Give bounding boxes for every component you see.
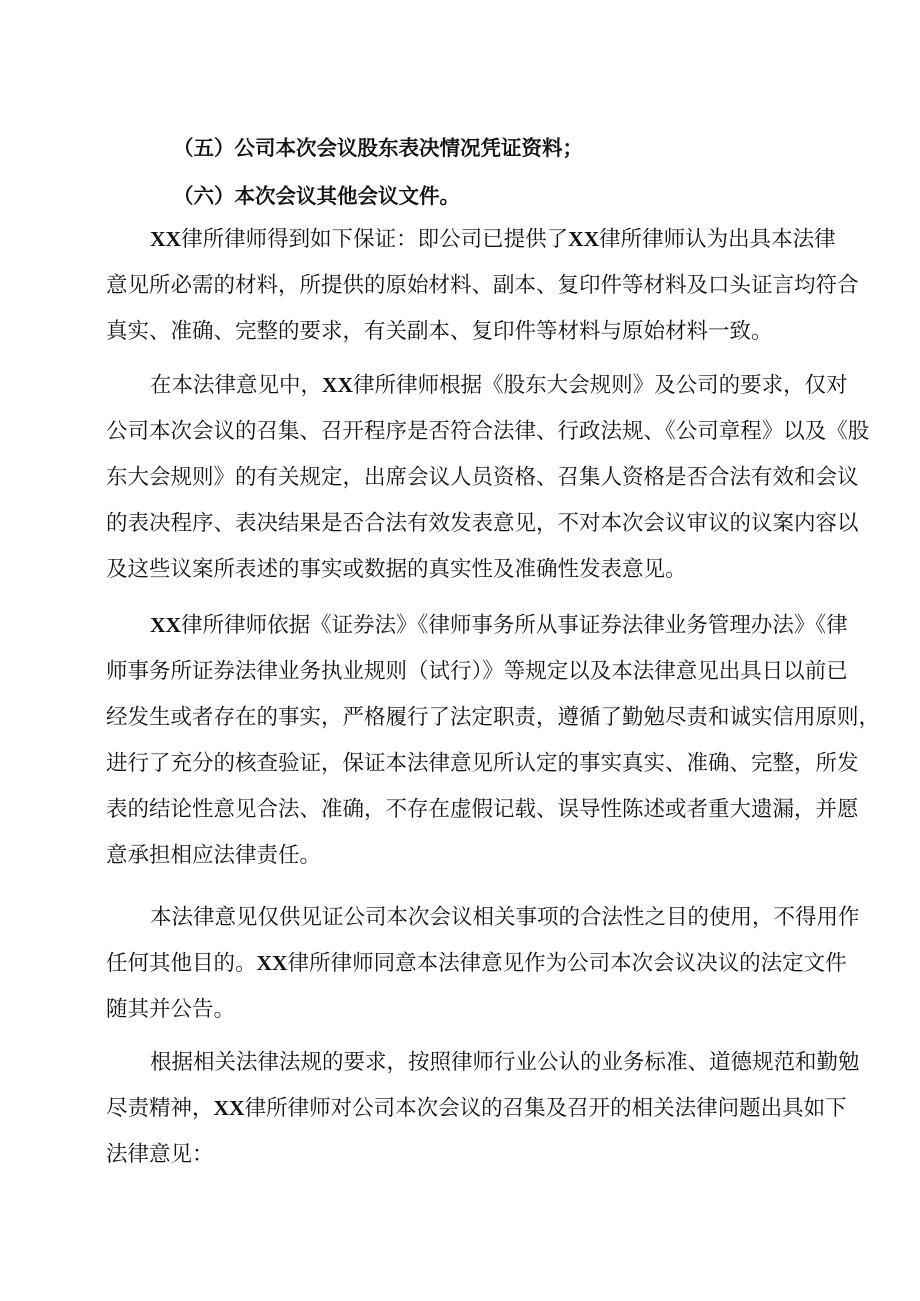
text-line: 公司本次会议的召集、召开程序是否符合法律、行政法规、《公司章程》以及《股 [106, 418, 870, 444]
firm-name: XX [213, 1095, 245, 1120]
text-line: 东大会规则》的有关规定，出席会议人员资格、召集人资格是否合法有效和会议 [106, 464, 859, 490]
firm-name: XX [322, 373, 354, 397]
paragraph-usage [106, 895, 860, 1033]
text-line: 本法律意见仅供见证公司本次会议相关事项的合法性之目的使用，不得用作 [150, 905, 860, 930]
text-line: 及这些议案所表述的事实或数据的真实性及准确性发表意见。 [106, 556, 687, 582]
firm-name: XX [568, 227, 600, 251]
text-line: 意承担相应法律责任。 [106, 842, 322, 868]
text-line: 尽责精神，XX律所律师对公司本次会议的召集及召开的相关法律问题出具如下 [106, 1095, 847, 1121]
text-line: 进行了充分的核查验证，保证本法律意见所认定的事实真实、准确、完整，所发 [106, 750, 859, 776]
text-line: 意见所必需的材料，所提供的原始材料、副本、复印件等材料及口头证言均符合 [106, 272, 859, 298]
text-line: XX律所律师依据《证券法》《律师事务所从事证券法律业务管理办法》《律 [150, 613, 848, 638]
text-line: 师事务所证券法律业务执业规则（试行）》等规定以及本法律意见出具日以前已 [106, 658, 848, 684]
text-line: 的表决程序、表决结果是否合法有效发表意见，不对本次会议审议的议案内容以 [106, 510, 859, 536]
text-line: 任何其他目的。XX律所律师同意本法律意见作为公司本次会议决议的法定文件 [106, 950, 847, 976]
text-line: 根据相关法律法规的要求，按照律师行业公认的业务标准、道德规范和勤勉 [150, 1050, 860, 1075]
paragraph-opinion [106, 1040, 860, 1178]
firm-name: XX [256, 950, 288, 975]
paragraph-basis [106, 603, 881, 878]
paragraph-guarantee [106, 217, 859, 355]
text-line: 在本法律意见中，XX律所律师根据《股东大会规则》及公司的要求，仅对 [150, 373, 848, 398]
text-line: 表的结论性意见合法、准确，不存在虚假记载、误导性陈述或者重大遗漏，并愿 [106, 796, 859, 822]
list-item-6: （六）本次会议其他会议文件。 [173, 184, 460, 208]
text-line: 法律意见： [106, 1141, 214, 1167]
paragraph-scope [106, 363, 870, 593]
firm-name: XX [150, 613, 182, 637]
text-line: 随其并公告。 [106, 996, 236, 1022]
text-line: 经发生或者存在的事实，严格履行了法定职责，遵循了勤勉尽责和诚实信用原则， [106, 704, 881, 730]
list-item-5: （五）公司本次会议股东表决情况凭证资料； [173, 136, 583, 160]
text-line: 真实、准确、完整的要求，有关副本、复印件等材料与原始材料一致。 [106, 318, 773, 344]
firm-name: XX [150, 227, 182, 251]
text-line: XX律所律师得到如下保证：即公司已提供了XX律所律师认为出具本法律 [150, 227, 836, 252]
